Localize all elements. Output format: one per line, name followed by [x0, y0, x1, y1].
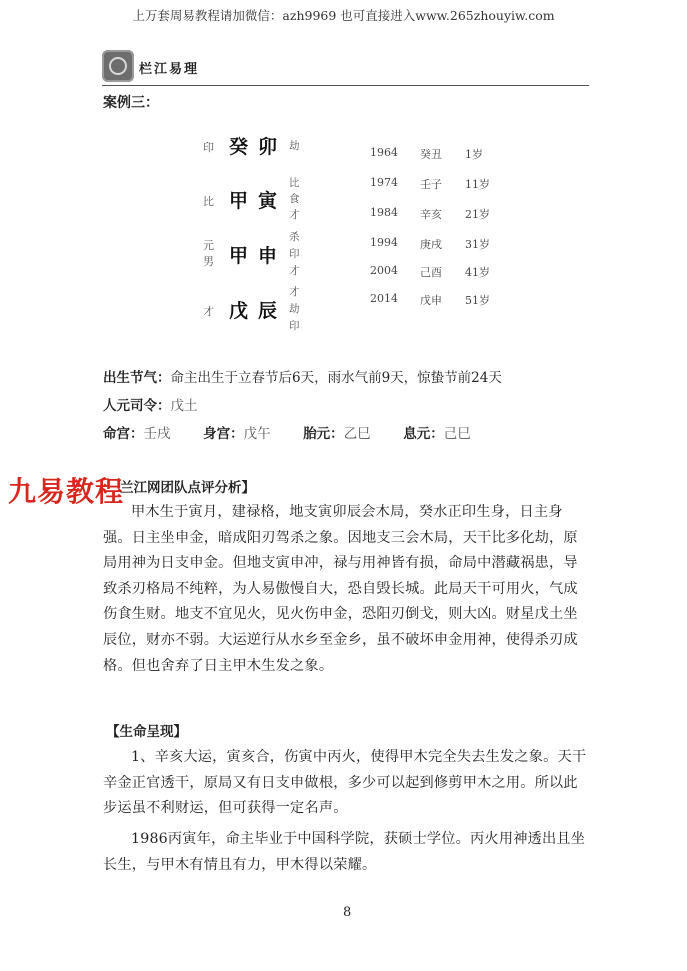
analysis-heading: 兰江网团队点评分析】 — [120, 480, 255, 496]
dayun-ganzhi: 辛亥 — [420, 208, 442, 221]
dayun-age: 51岁 — [465, 294, 490, 307]
dayun-age: 11岁 — [465, 178, 490, 191]
shengong-label: 身宫： — [203, 426, 244, 442]
pillar-hour-branch: 辰 — [258, 300, 278, 322]
jiuyi-watermark: 九易教程 — [8, 475, 125, 508]
birth-solar-term-label: 出生节气： — [103, 370, 171, 386]
analysis-paragraph: 甲木生于寅月，建禄格，地支寅卯辰会木局，癸水正印生身，日主身强。日主坐申金，暗成阳刃驾杀之象。因地支三会木局，天干比多化劫，原局用神为日支申金。但地支寅申冲，禄与用神皆有损，命局中潜藏祸患，导致杀刃格局不纯粹，为人易傲慢自大，恐自毁长城。此局天干可用火，气成伤食生财。地支不宜见火，见火伤申金，恐阳刃倒戈，则大凶。财星戊土坐辰位，财亦不弱。大运逆行从水乡至金乡，虽不破坏申金用神，使得杀刃成格。但也舍弃了日主甲木生发之象。 — [103, 504, 578, 674]
pillar-day-branch: 申 — [258, 245, 278, 267]
pillar-month-god: 比 — [203, 195, 214, 208]
pillar-day-god: 元男 — [203, 239, 214, 268]
pillar-month-stem: 甲 — [229, 190, 249, 212]
palace-line — [103, 422, 471, 442]
life-paragraph-1: 1、辛亥大运，寅亥合，伤寅中丙火，使得甲木完全失去生发之象。天干辛金正官透干，原局又有日支申做根，多少可以起到修剪甲木之用。所以此步运虽不利财运，但可获得一定名声。 — [103, 749, 587, 817]
dayun-ganzhi: 庚戌 — [420, 238, 442, 251]
taiyuan-value: 乙巳 — [343, 426, 371, 442]
minggong-value: 壬戌 — [143, 426, 171, 442]
xiyuan-value: 己巳 — [443, 426, 471, 442]
birth-solar-term-line — [103, 366, 502, 386]
pillar-hour-hidden-3: 印 — [289, 320, 300, 332]
brand-title: 栏江易理 — [139, 62, 200, 77]
page-number: 8 — [343, 905, 352, 920]
dayun-ganzhi: 壬子 — [420, 178, 442, 191]
dayun-ganzhi: 己酉 — [420, 266, 442, 279]
pillar-day-hidden-2: 印 — [289, 248, 300, 260]
pillar-year-hidden-1: 劫 — [289, 140, 300, 152]
taiyuan-label: 胎元： — [303, 426, 344, 442]
pillar-day-hidden-3: 才 — [289, 265, 300, 277]
renyuan-value: 戊土 — [170, 398, 198, 414]
case-title: 案例三： — [103, 95, 159, 111]
birth-solar-term-value: 命主出生于立春节后6天，雨水气前9天，惊蛰节前24天 — [170, 370, 502, 386]
renyuan-line — [103, 394, 198, 414]
dayun-ganzhi: 戊申 — [420, 294, 442, 307]
pillar-hour-hidden-2: 劫 — [289, 303, 300, 315]
life-paragraph-2: 1986丙寅年，命主毕业于中国科学院，获硕士学位。丙火用神透出且坐长生，与甲木有情且有力，甲木得以荣耀。 — [103, 831, 586, 873]
pillar-month-hidden-2: 食 — [289, 193, 300, 205]
header-divider — [102, 85, 589, 86]
lanjiang-seal-icon — [102, 50, 134, 82]
dayun-year: 2004 — [370, 264, 398, 277]
dayun-age: 1岁 — [465, 148, 483, 161]
dayun-year: 2014 — [370, 292, 398, 305]
dayun-age: 21岁 — [465, 208, 490, 221]
dayun-year: 1974 — [370, 176, 398, 189]
pillar-hour-stem: 戊 — [229, 300, 249, 322]
pillar-day-stem: 甲 — [229, 245, 249, 267]
pillar-year-branch: 卯 — [258, 136, 278, 158]
pillar-month-hidden-3: 才 — [289, 209, 300, 221]
dayun-year: 1984 — [370, 206, 398, 219]
dayun-age: 31岁 — [465, 238, 490, 251]
pillar-day-hidden-1: 杀 — [289, 231, 300, 243]
pillar-year-god: 印 — [203, 141, 214, 154]
dayun-age: 41岁 — [465, 266, 490, 279]
dayun-ganzhi: 癸丑 — [420, 148, 442, 161]
pillar-hour-hidden-1: 才 — [289, 286, 300, 298]
pillar-month-hidden-1: 比 — [289, 177, 300, 189]
minggong-label: 命宫： — [103, 426, 144, 442]
shengong-value: 戊午 — [243, 426, 271, 442]
top-promo-note: 上万套周易教程请加微信：azh9969 也可直接进入www.265zhouyiw.com — [132, 8, 555, 23]
dayun-year: 1964 — [370, 146, 398, 159]
pillar-hour-god: 才 — [203, 305, 214, 318]
dayun-year: 1994 — [370, 236, 398, 249]
xiyuan-label: 息元： — [403, 426, 444, 442]
pillar-month-branch: 寅 — [258, 190, 278, 212]
renyuan-label: 人元司令： — [103, 398, 171, 414]
life-heading: 【生命呈现】 — [106, 724, 187, 740]
pillar-year-stem: 癸 — [229, 136, 249, 158]
